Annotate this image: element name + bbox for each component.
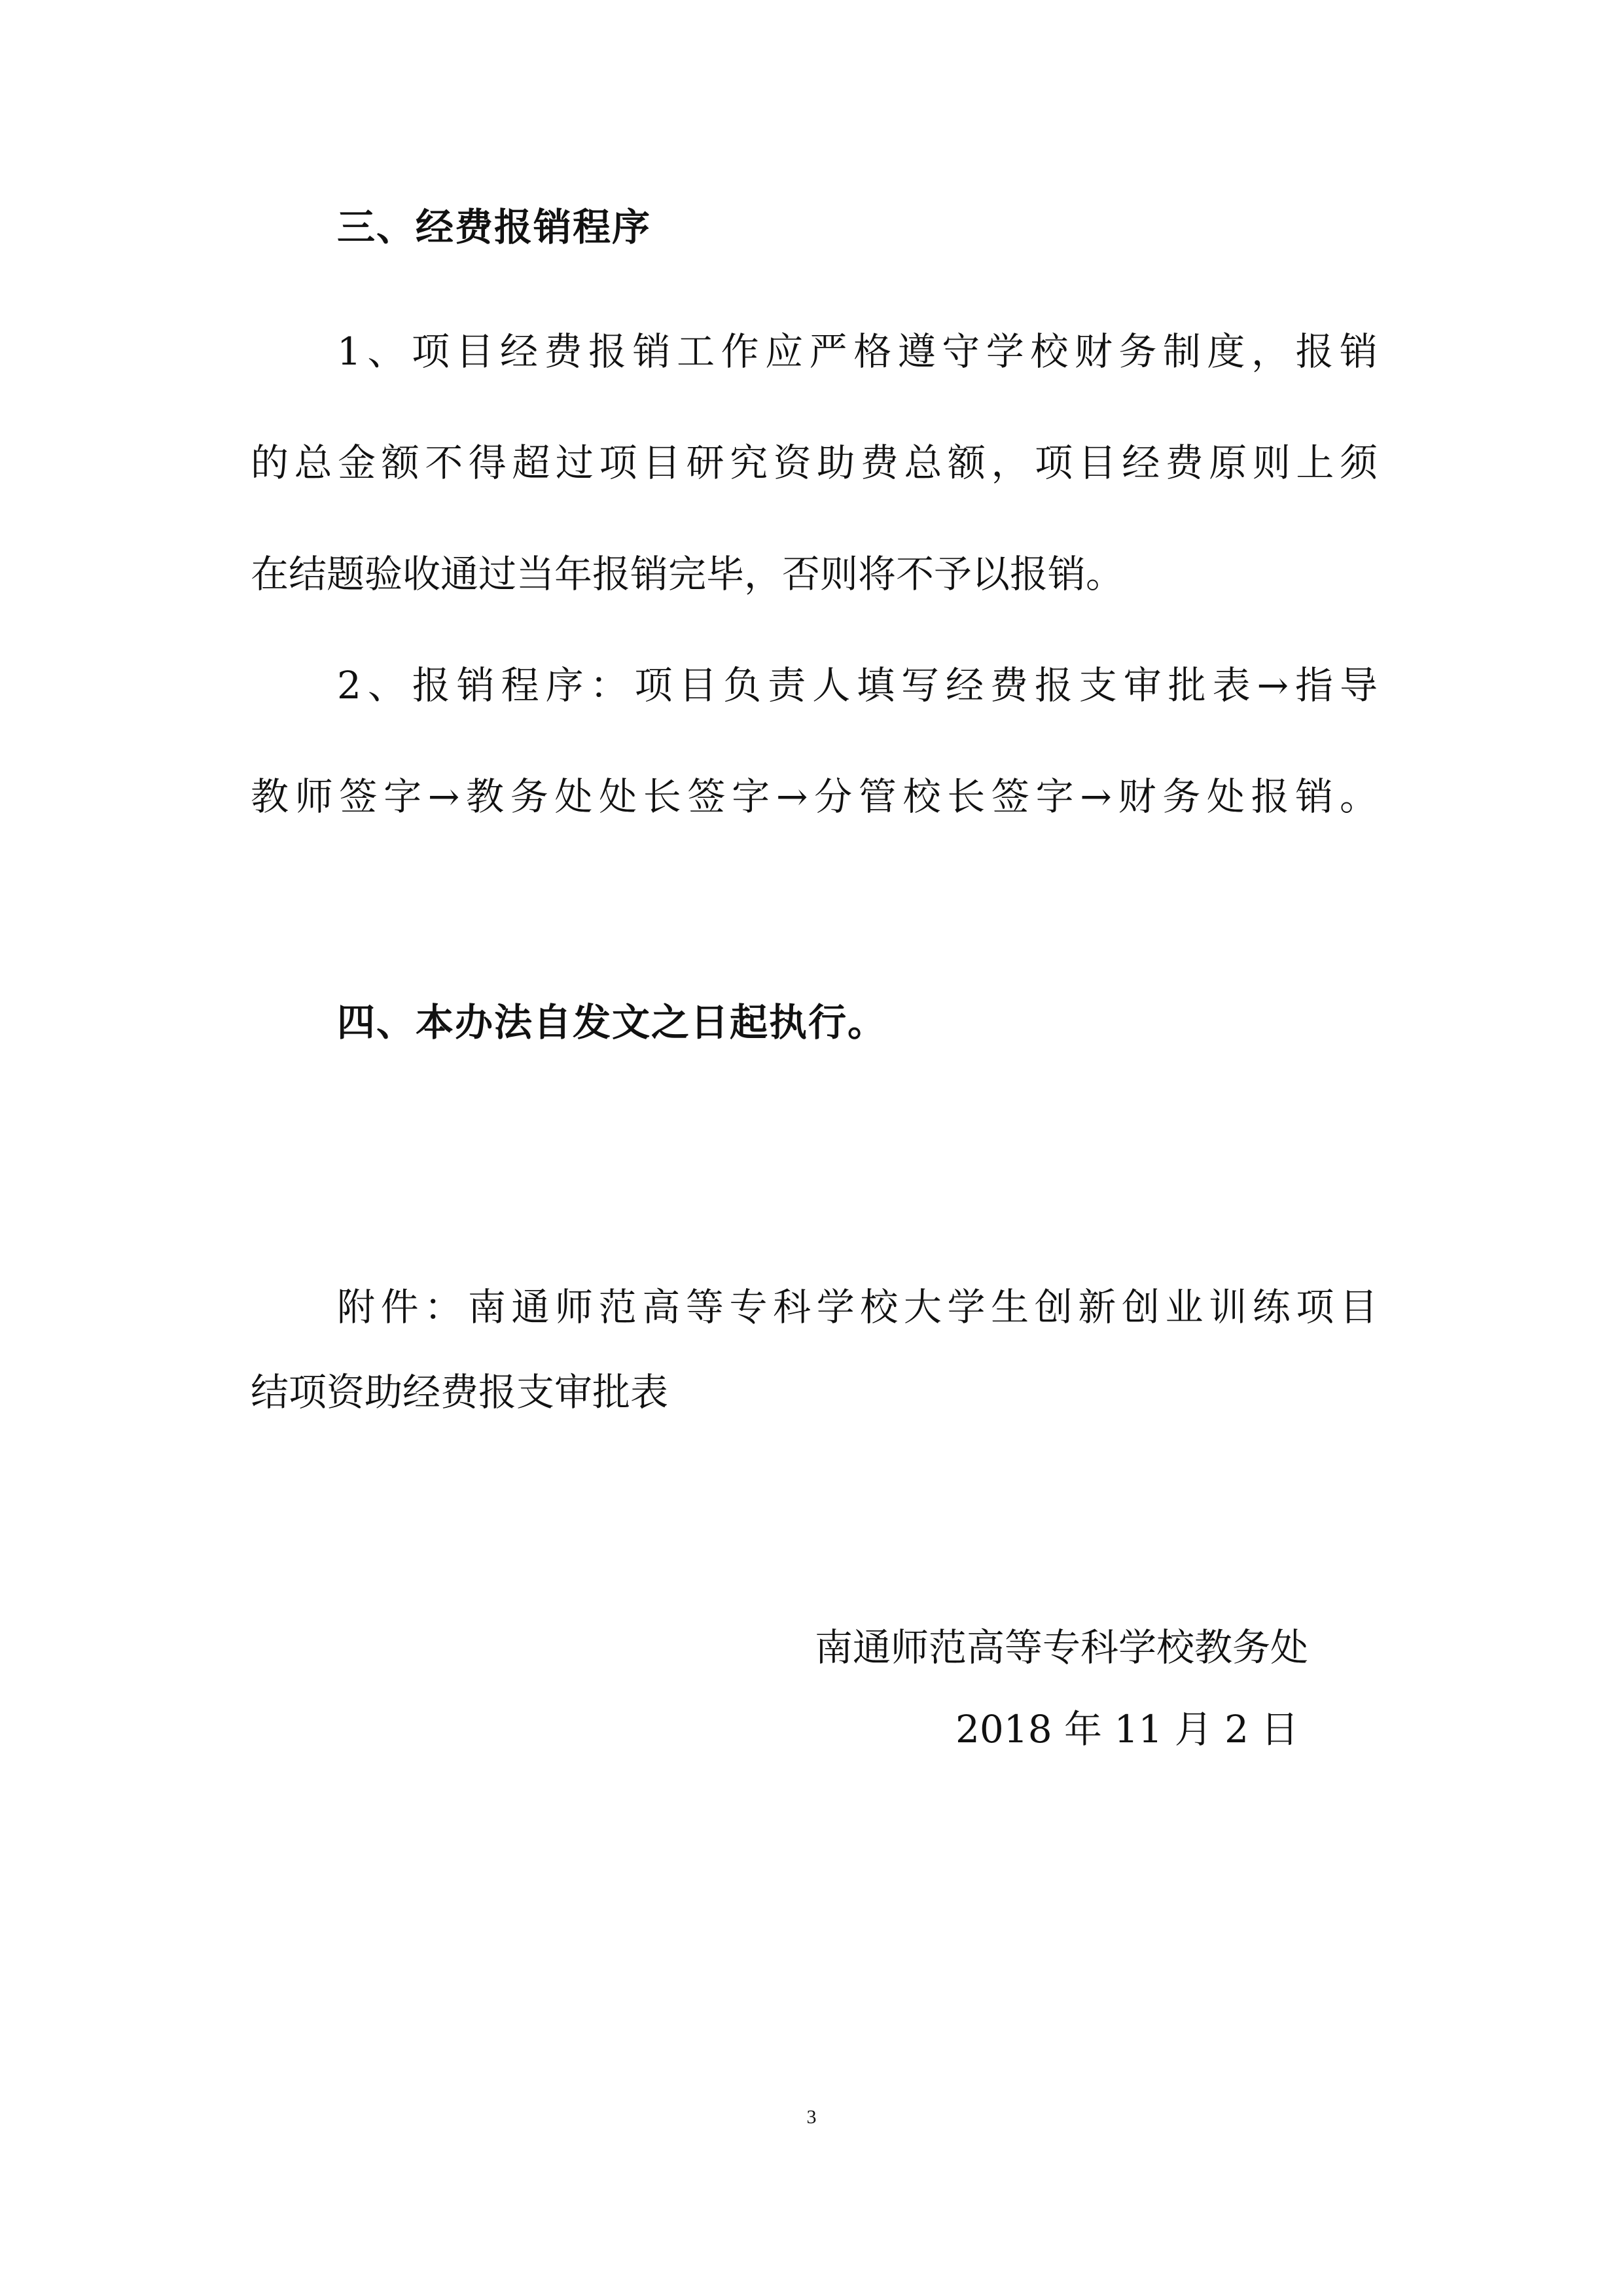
- section-three-heading: 三、经费报销程序: [337, 205, 652, 249]
- item1-line2: 的总金额不得超过项目研究资助费总额，项目经费原则上须: [251, 440, 1378, 485]
- attachment-line2: 结项资助经费报支审批表: [251, 1370, 669, 1414]
- item2-line2: 教师签字→教务处处长签字→分管校长签字→财务处报销。: [251, 774, 1378, 819]
- item1-line3: 在结题验收通过当年报销完毕，否则将不予以报销。: [251, 552, 1124, 596]
- item2-line1: 2、报销程序：项目负责人填写经费报支审批表→指导: [337, 663, 1378, 708]
- item1-line1: 1、项目经费报销工作应严格遵守学校财务制度，报销: [337, 329, 1378, 374]
- issue-date: 2018 年 11 月 2 日: [955, 1707, 1299, 1751]
- issuer-name: 南通师范高等专科学校教务处: [815, 1625, 1309, 1670]
- attachment-line1: 附件：南通师范高等专科学校大学生创新创业训练项目: [337, 1285, 1378, 1329]
- page-number: 3: [806, 2106, 817, 2128]
- section-four-heading: 四、本办法自发文之日起执行。: [337, 1000, 887, 1045]
